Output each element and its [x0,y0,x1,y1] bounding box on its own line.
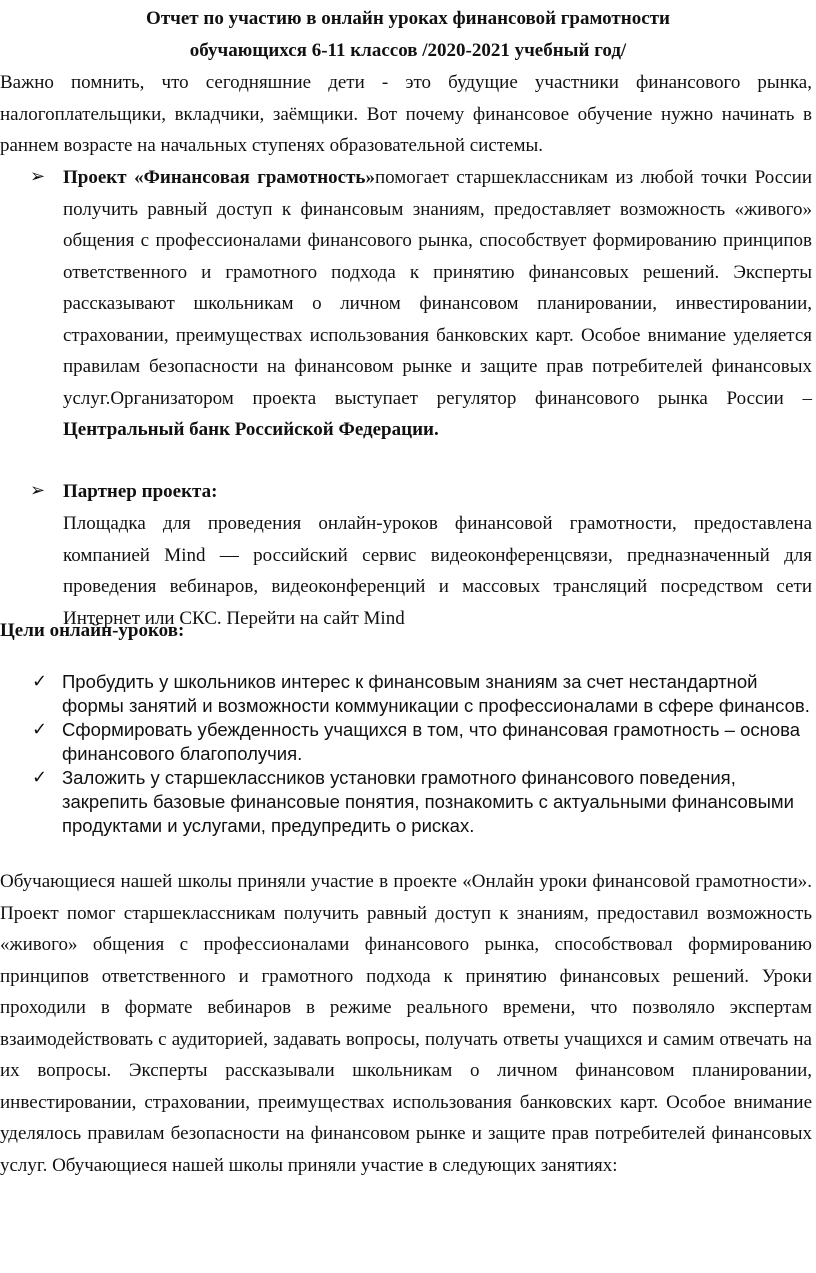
project-description: помогает старшеклассникам из любой точки России получить равный доступ к финансовым знаниям, предоставляет возможность «живого» общения с профессионалами финансового рынка, способствует формированию принципов ответственного и грамотного подхода к принятию финансовых решений. Эксперты рассказывают школьникам о личном финансовом планировании, инвестировании, страховании, преимуществах использования банковских карт. Особое внимание уделяется правилам безопасности на финансовом рынке и защите прав потребителей финансовых услуг.Организатором проекта выступает регулятор финансового рынка России – [63,167,812,409]
document-title-line-1: Отчет по участию в онлайн уроках финансовой грамотности [146,8,670,29]
goal-text: Пробудить у школьников интерес к финансовым знаниям за счет нестандартной формы занятий и возможности коммуникации с профессионалами в сфере финансов. [62,671,810,716]
intro-paragraph: Важно помнить, что сегодняшние дети - это будущие участники финансового рынка, налогоплательщики, вкладчики, заёмщики. Вот почему финансовое обучение нужно начинать в раннем возрасте на начальных ступенях образовательной системы. [0,72,812,156]
arrow-bullet-icon: ➢ [30,480,46,501]
arrow-bullet-icon: ➢ [30,166,46,187]
goals-list [0,670,816,838]
project-organizer: Центральный банк Российской Федерации. [63,419,439,440]
outro-paragraph: Обучающиеся нашей школы приняли участие в проекте «Онлайн уроки финансовой грамотности». Проект помог старшеклассникам получить равный доступ к знаниям, предоставил возможность «живого» общения с профессионалами финансового рынка, способствовал формированию принципов ответственного и грамотного подхода к принятию финансовых решений. Уроки проходили в формате вебинаров в режиме реального времени, что позволяло экспертам взаимодействовать с аудиторией, задавать вопросы, получать ответы учащихся и самим отвечать на их вопросы. Эксперты рассказывали школьникам о личном финансовом планировании, инвестировании, страховании, преимуществах использования банковских карт. Особое внимание уделялось правилам безопасности на финансовом рынке и защите прав потребителей финансовых услуг. Обучающиеся нашей школы приняли участие в следующих занятиях: [0,871,812,1176]
goals-heading: Цели онлайн-уроков: [0,620,185,641]
goal-text: Сформировать убежденность учащихся в том, что финансовая грамотность – основа финансового благополучия. [62,719,801,764]
partner-paragraph: Площадка для проведения онлайн-уроков финансовой грамотности, предоставлена компанией Mind — российский сервис видеоконференцсвязи, предназначенный для проведения вебинаров, видеоконференций и массовых трансляций посредством сети Интернет или СКС. Перейти на сайт Mind [63,513,812,629]
project-paragraph [63,162,812,446]
list-item [0,766,816,838]
list-item [0,718,816,766]
document-title-line-2: обучающихся 6-11 классов /2020-2021 учебный год/ [189,40,627,61]
list-item [0,670,816,718]
checkmark-icon: ✓ [32,719,48,740]
checkmark-icon: ✓ [32,767,48,788]
checkmark-icon: ✓ [32,671,48,692]
goal-text: Заложить у старшеклассников установки грамотного финансового поведения, закрепить базовые финансовые понятия, познакомить с актуальными финансовыми продуктами и услугами, предупредить о рисках. [62,767,794,836]
project-name: Проект «Финансовая грамотность» [63,167,375,188]
partner-heading: Партнер проекта: [63,481,218,502]
